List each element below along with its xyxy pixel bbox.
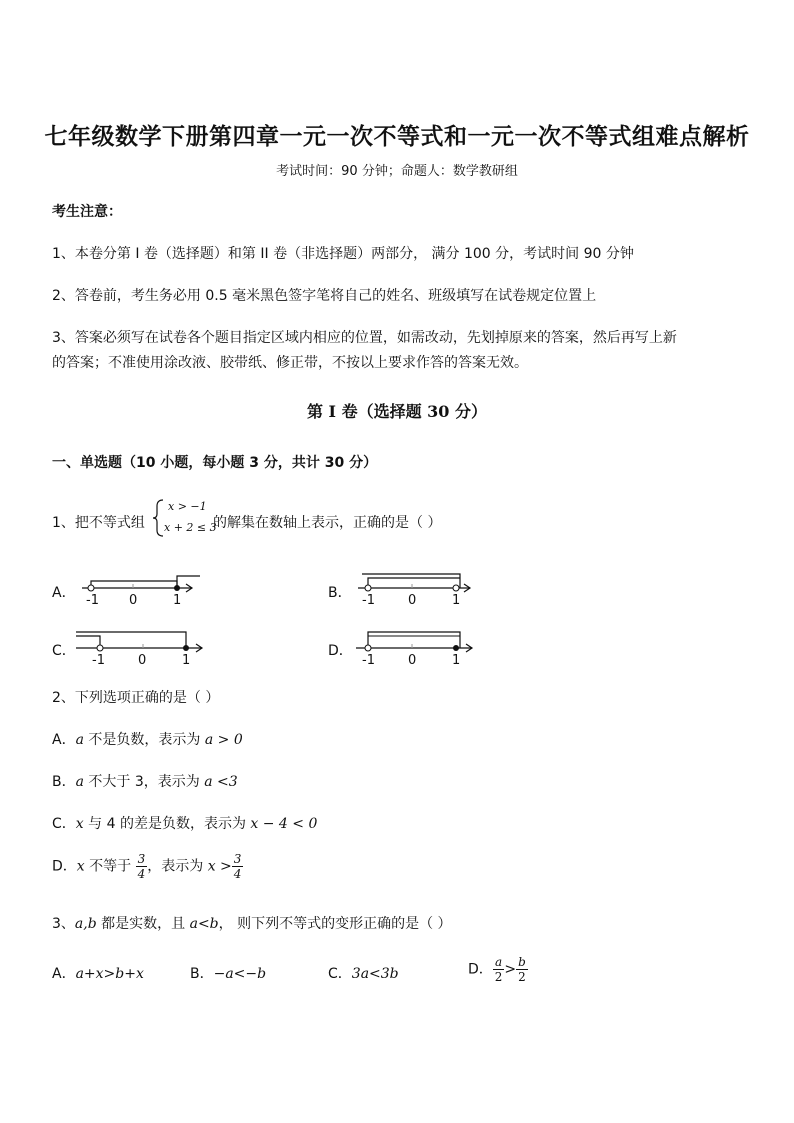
notice-item-1: 1、本卷分第 I 卷（选择题）和第 II 卷（非选择题）两部分， 满分 100 分，考试时间 90 分钟 <box>52 246 634 262</box>
ray-left <box>362 574 460 588</box>
fraction <box>493 955 505 984</box>
solution-bracket <box>368 632 460 648</box>
option-text: 与 4 的差是负数，表示为 <box>83 816 251 832</box>
tick-label-neg1: -1 <box>362 593 375 608</box>
q1-suffix: 的解集在数轴上表示，正确的是（ ） <box>213 515 442 531</box>
closed-point <box>453 645 459 651</box>
closed-point <box>183 645 189 651</box>
expression: a > 0 <box>204 732 243 748</box>
option-letter: D． <box>468 961 493 978</box>
ray-left <box>76 632 186 648</box>
numerator: 3 <box>233 852 242 866</box>
stem-text: 都是实数，且 <box>96 916 190 932</box>
tick-label-1: 1 <box>173 593 182 608</box>
tick-label-neg1: -1 <box>92 653 105 666</box>
q1-option-a-number-line[interactable] <box>76 568 216 608</box>
relation: a<b <box>189 916 219 932</box>
notice-item-2: 2、答卷前，考生务必用 0.5 毫米黑色签字笔将自己的姓名、班级填写在试卷规定位置上 <box>52 288 597 304</box>
tick-label-0: 0 <box>408 593 417 608</box>
q1-option-b-number-line[interactable] <box>352 568 492 608</box>
section-title: 第 I 卷（选择题 30 分） <box>306 402 488 421</box>
notice-item-3-line-1: 3、答案必须写在试卷各个题目指定区域内相应的位置，如需改动，先划掉原来的答案，然后再写上新 <box>52 330 677 346</box>
numerator: b <box>518 955 526 969</box>
option-letter: C． <box>328 966 352 982</box>
ray-left-short <box>76 636 100 648</box>
denominator: 2 <box>518 970 526 984</box>
open-point <box>88 585 94 591</box>
tick-label-neg1: -1 <box>362 653 375 666</box>
fraction <box>232 852 244 881</box>
expression: x > <box>207 858 232 875</box>
notice-item-3-line-2: 的答案；不准使用涂改液、胶带纸、修正带，不按以上要求作答的答案无效。 <box>52 355 528 371</box>
part-heading: 一、单选题（10 小题，每小题 3 分，共计 30 分） <box>52 455 378 471</box>
q1-option-d-number-line[interactable] <box>352 626 492 666</box>
numerator: 3 <box>137 852 146 866</box>
option-letter: B． <box>190 966 214 982</box>
option-letter: D． <box>52 858 77 875</box>
exam-meta: 考试时间：90 分钟；命题人：数学教研组 <box>276 164 518 179</box>
q1-option-d-label: D． <box>328 643 353 659</box>
solution-bracket <box>91 581 177 588</box>
denominator: 4 <box>137 867 146 881</box>
q2-option-c[interactable] <box>52 813 317 833</box>
variable: x <box>76 858 85 875</box>
q2-option-b[interactable] <box>52 771 238 791</box>
fraction <box>516 955 528 984</box>
variable: a <box>75 774 84 790</box>
q3-option-b[interactable] <box>190 963 266 983</box>
q1-option-c-number-line[interactable] <box>76 626 216 666</box>
numerator: a <box>493 955 505 970</box>
tick-label-1: 1 <box>182 653 191 666</box>
option-text: 不等于 <box>84 858 136 875</box>
variable: a <box>75 732 84 748</box>
variables: a,b <box>74 916 97 932</box>
q1-option-b-label: B． <box>328 585 352 601</box>
tick-label-neg1: -1 <box>86 593 99 608</box>
denominator: 4 <box>233 867 242 881</box>
option-letter: A． <box>52 732 76 748</box>
open-point <box>97 645 103 651</box>
open-point <box>365 585 371 591</box>
expression: a <3 <box>204 774 238 790</box>
q2-option-a[interactable] <box>52 729 243 749</box>
q3-option-a[interactable] <box>52 963 144 983</box>
tick-label-0: 0 <box>129 593 138 608</box>
expression: 3a<3b <box>351 966 399 982</box>
variable: x <box>75 816 84 832</box>
tick-label-0: 0 <box>408 653 417 666</box>
q3-number: 3、 <box>52 916 75 932</box>
relation: > <box>504 961 517 978</box>
option-text: ，表示为 <box>147 858 208 875</box>
tick-label-1: 1 <box>452 653 461 666</box>
q3-option-d[interactable] <box>468 955 528 984</box>
closed-point <box>174 585 180 591</box>
tick-label-1: 1 <box>452 593 461 608</box>
q2-option-d[interactable] <box>52 852 243 881</box>
q1-option-a-label: A． <box>52 585 76 601</box>
option-letter: A． <box>52 966 76 982</box>
q2-stem: 2、下列选项正确的是（ ） <box>52 690 220 706</box>
option-letter: B． <box>52 774 76 790</box>
q3-stem <box>52 913 452 933</box>
notice-heading: 考生注意： <box>52 204 122 220</box>
q1-system-line-2: x + 2 ≤ 3 <box>164 521 217 534</box>
option-text: 不是负数，表示为 <box>83 732 205 748</box>
option-text: 不大于 3，表示为 <box>83 774 205 790</box>
tick-label-0: 0 <box>138 653 147 666</box>
expression: x − 4 < 0 <box>250 816 318 832</box>
option-letter: C． <box>52 816 76 832</box>
ray-right <box>368 578 460 588</box>
page-title: 七年级数学下册第四章一元一次不等式和一元一次不等式组难点解析 <box>44 123 750 150</box>
open-point <box>453 585 459 591</box>
open-point <box>365 645 371 651</box>
q1-prefix: 1、把不等式组 <box>52 515 145 531</box>
expression: a+x>b+x <box>75 966 144 982</box>
q1-system-line-1: x > −1 <box>168 500 207 513</box>
fraction <box>136 852 148 881</box>
expression: −a<−b <box>213 966 267 982</box>
q1-option-c-label: C． <box>52 643 76 659</box>
denominator: 2 <box>494 970 503 984</box>
q3-option-c[interactable] <box>328 963 399 983</box>
stem-text: ， 则下列不等式的变形正确的是（ ） <box>218 916 452 932</box>
